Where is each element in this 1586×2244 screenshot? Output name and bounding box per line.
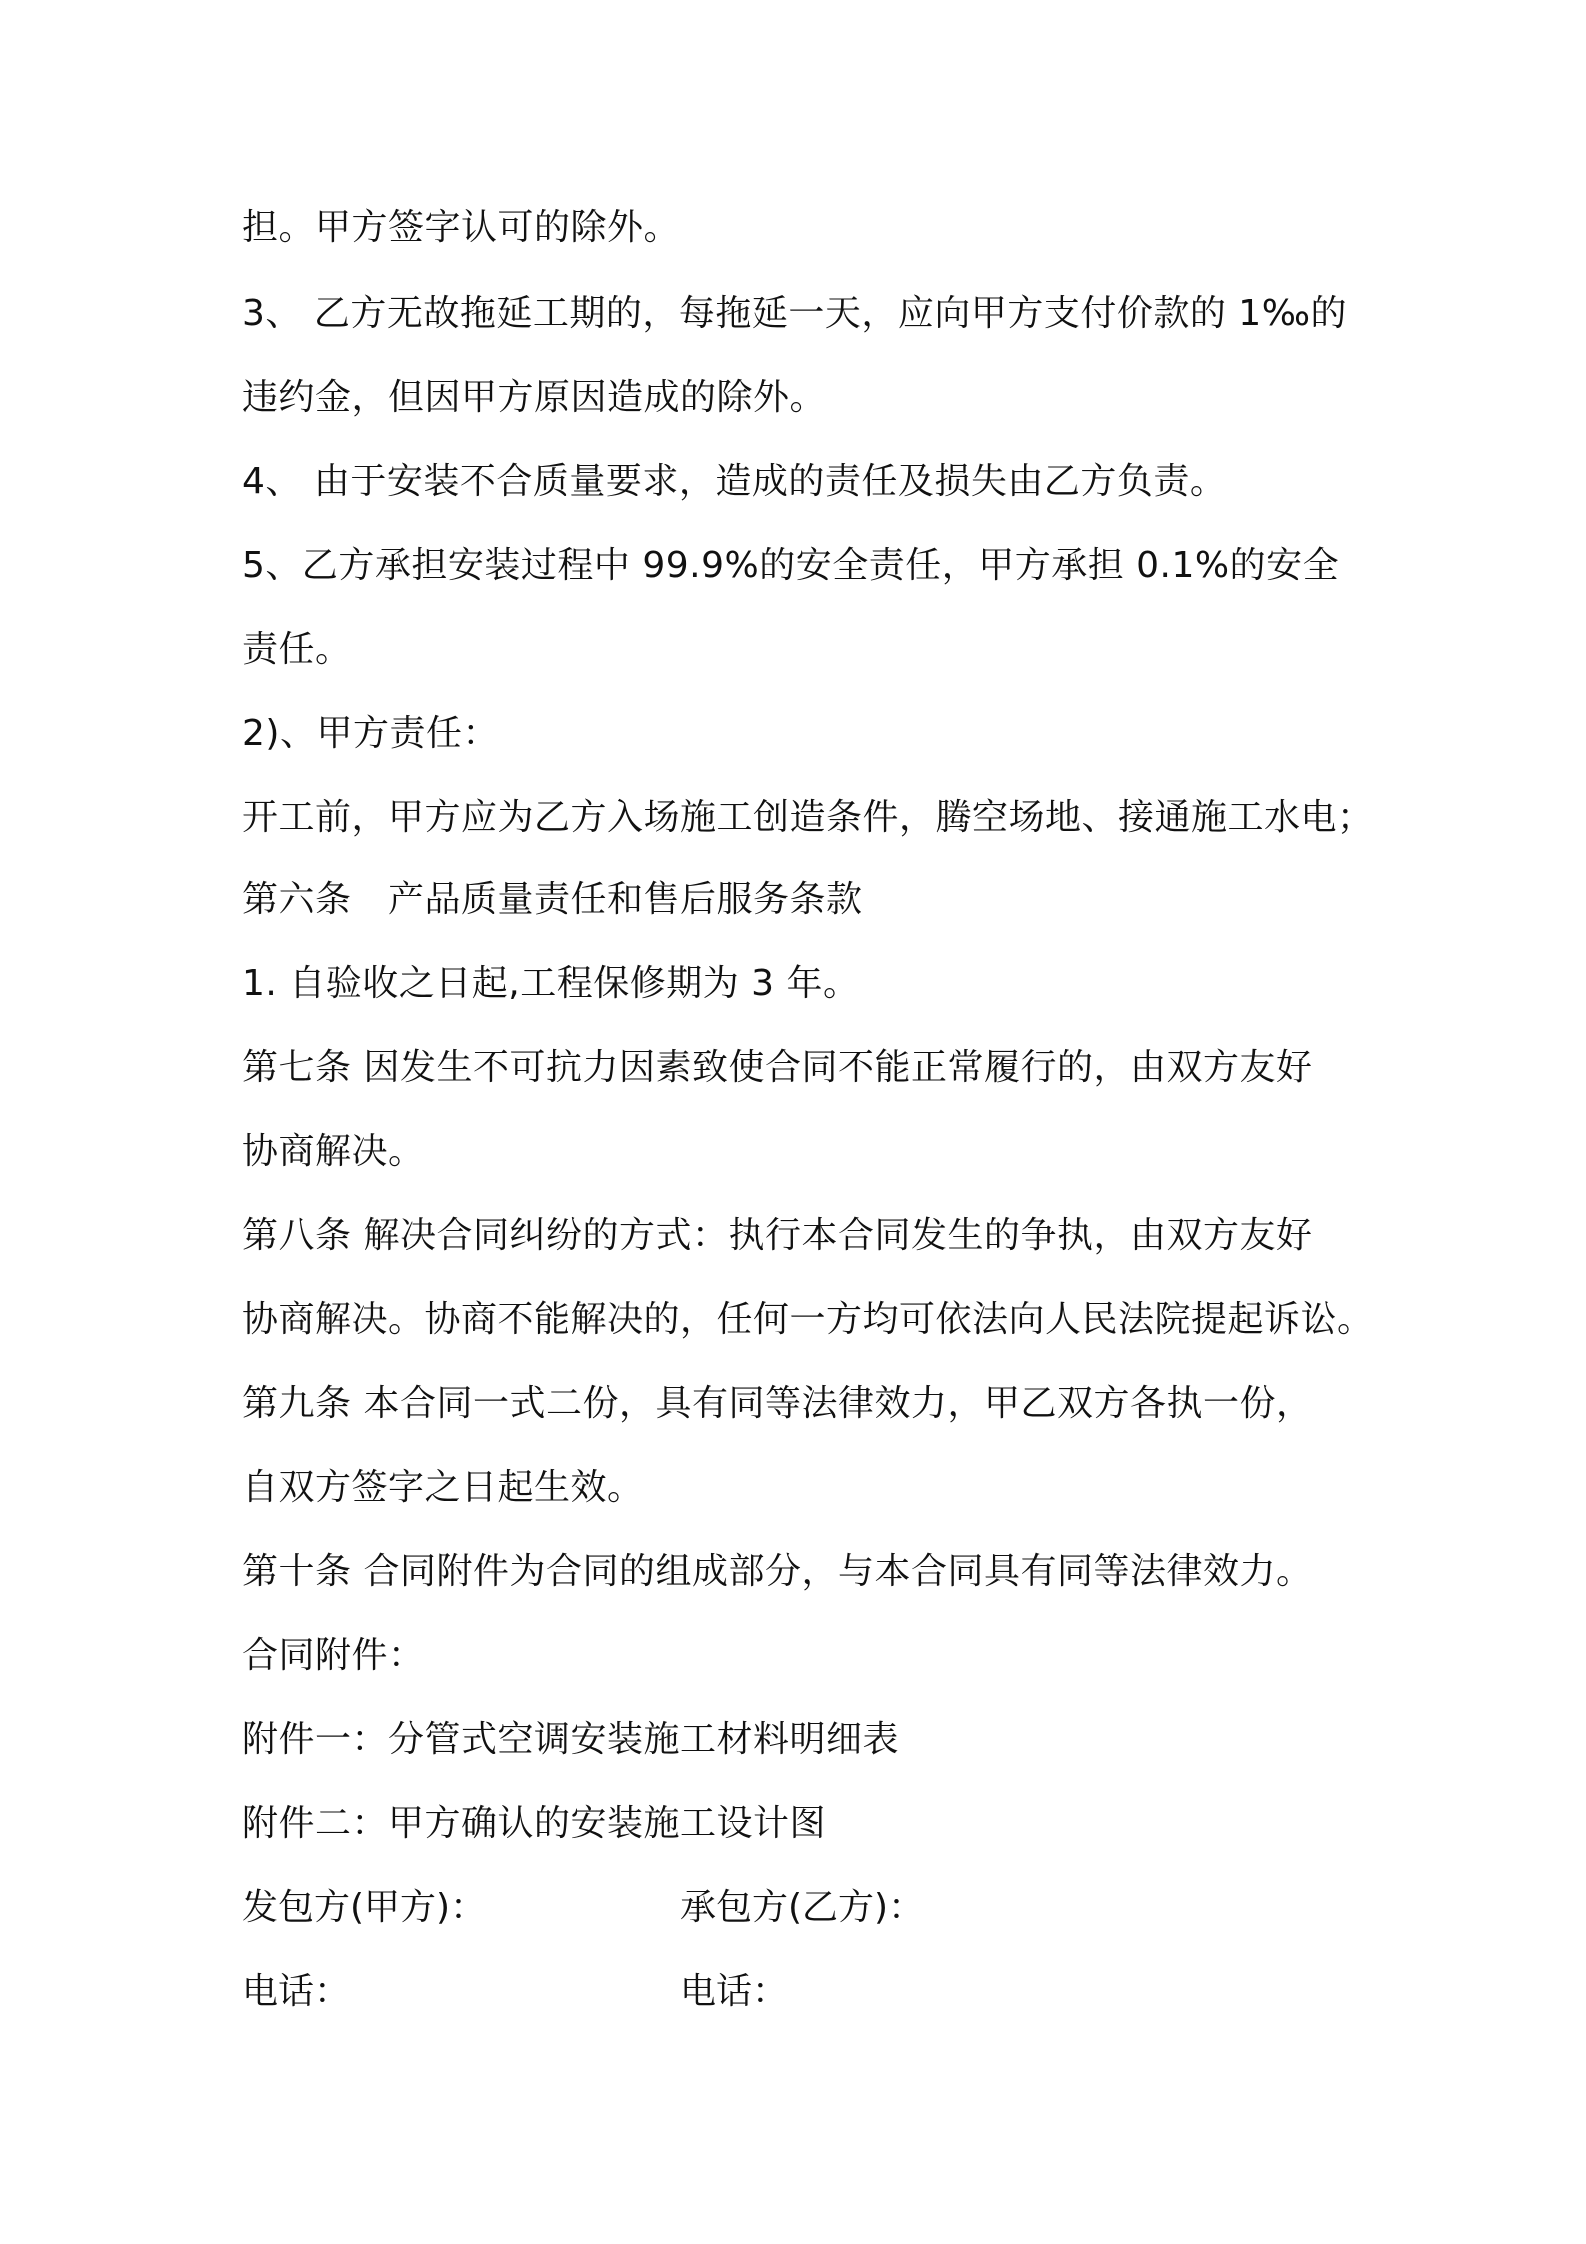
text-line-12: 协商解决。 — [242, 1131, 425, 1172]
text-line-5: 5、乙方承担安装过程中 99.9%的安全责任，甲方承担 0.1%的安全 — [242, 545, 1340, 586]
text-line-11: 第七条 因发生不可抗力因素致使合同不能正常履行的，由双方友好 — [242, 1047, 1313, 1088]
text-line-10: 1. 自验收之日起,工程保修期为 3 年。 — [242, 963, 860, 1004]
phone-b-label: 电话： — [680, 1971, 789, 2012]
text-line-4: 4、 由于安装不合质量要求，造成的责任及损失由乙方负责。 — [242, 461, 1227, 502]
text-line-7: 2)、甲方责任： — [242, 713, 499, 754]
text-line-13: 第八条 解决合同纠纷的方式：执行本合同发生的争执，由双方友好 — [242, 1215, 1313, 1256]
text-line-9: 第六条 产品质量责任和售后服务条款 — [242, 879, 863, 920]
text-line-19: 附件一：分管式空调安装施工材料明细表 — [242, 1719, 900, 1760]
text-line-2: 3、 乙方无故拖延工期的，每拖延一天，应向甲方支付价款的 1‰的 — [242, 293, 1348, 334]
text-line-6: 责任。 — [242, 629, 352, 670]
text-line-1: 担。甲方签字认可的除外。 — [242, 207, 681, 248]
phone-a-label: 电话： — [242, 1971, 351, 2012]
text-line-14: 协商解决。协商不能解决的，任何一方均可依法向人民法院提起诉讼。 — [242, 1299, 1374, 1340]
text-line-3: 违约金，但因甲方原因造成的除外。 — [242, 377, 827, 418]
text-line-15: 第九条 本合同一式二份，具有同等法律效力，甲乙双方各执一份， — [242, 1383, 1313, 1424]
text-line-17: 第十条 合同附件为合同的组成部分，与本合同具有同等法律效力。 — [242, 1551, 1313, 1592]
text-line-18: 合同附件： — [242, 1635, 425, 1676]
text-line-20: 附件二：甲方确认的安装施工设计图 — [242, 1803, 827, 1844]
party-a-label: 发包方(甲方)： — [242, 1887, 487, 1928]
text-line-8: 开工前，甲方应为乙方入场施工创造条件，腾空场地、接通施工水电； — [242, 797, 1374, 838]
text-line-16: 自双方签字之日起生效。 — [242, 1467, 644, 1508]
party-b-label: 承包方(乙方)： — [680, 1887, 925, 1928]
